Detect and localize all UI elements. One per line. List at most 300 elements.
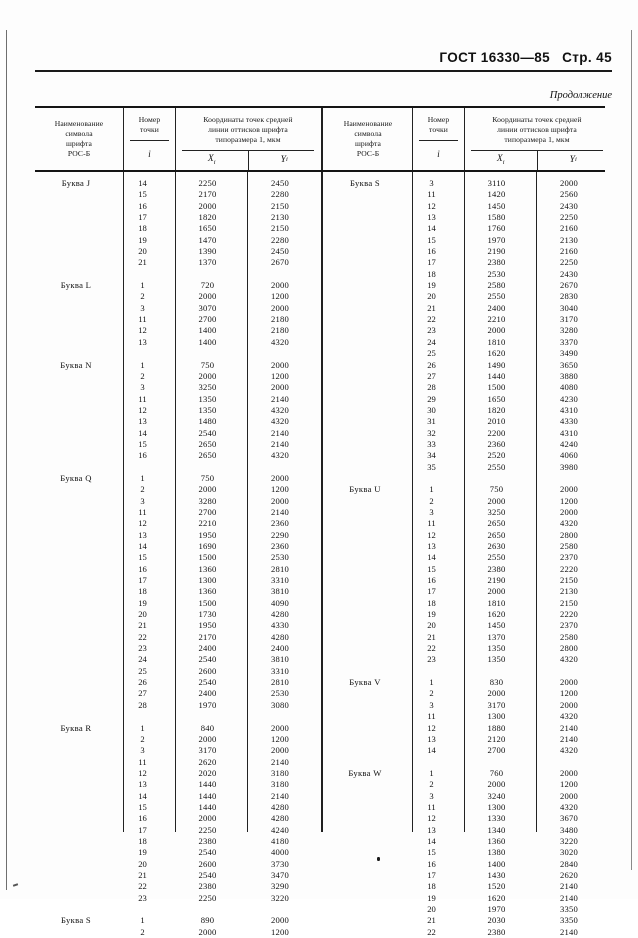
table-row: [248, 745, 320, 756]
x-coordinate-value: 1970: [198, 699, 217, 710]
table-row: [248, 473, 320, 484]
point-number-value: 17: [138, 212, 147, 223]
table-row: [413, 609, 464, 620]
table-row: [324, 779, 412, 790]
x-coordinate-value: 1300: [487, 711, 506, 722]
y-coordinate-value: 3980: [560, 461, 578, 472]
symbol-name-blank: [324, 598, 412, 609]
x-coordinate-value: 1380: [487, 847, 506, 858]
table-row: [413, 507, 464, 518]
table-header-row: [35, 108, 605, 170]
y-coordinate-value: 2580: [560, 541, 578, 551]
table-row: [413, 768, 464, 779]
y-coordinate-value: 4180: [271, 835, 289, 846]
table-row: [124, 575, 175, 586]
table-row: [35, 212, 123, 223]
header-coordinates-r2: линии оттисков шрифта: [497, 125, 577, 135]
table-row: [413, 802, 464, 813]
x-coordinate-value: 3280: [198, 495, 217, 506]
table-row: [248, 314, 320, 325]
x-coordinate-value: 1690: [198, 541, 217, 551]
symbol-name-blank: [35, 371, 123, 382]
x-coordinate-value: 1340: [487, 824, 506, 835]
table-row: [248, 212, 320, 223]
table-row: [176, 723, 247, 734]
table-row: [124, 405, 175, 416]
x-coordinate-value: 2550: [487, 291, 506, 302]
table-row: [248, 507, 320, 518]
table-row: [176, 235, 247, 246]
table-row: [324, 348, 412, 359]
symbol-name-blank: [324, 223, 412, 234]
table-row: [124, 360, 175, 371]
row-spacer: [124, 348, 175, 359]
table-row: [176, 688, 247, 699]
table-row: [465, 552, 536, 563]
y-coordinate-value: 2430: [560, 200, 578, 211]
table-row: [537, 825, 609, 836]
table-row: [324, 484, 412, 495]
table-row: [176, 394, 247, 405]
table-row: [465, 518, 536, 529]
x-coordinate-value: 1400: [487, 858, 506, 869]
point-number-value: 11: [138, 756, 147, 767]
table-row: [35, 836, 123, 847]
table-row: [324, 257, 412, 268]
point-number-value: 3: [429, 178, 434, 188]
table-row: [413, 416, 464, 427]
table-row: [124, 439, 175, 450]
x-coordinate-value: 1810: [487, 597, 506, 608]
y-coordinate-value: 3280: [560, 325, 578, 336]
table-row: [124, 723, 175, 734]
y-coordinate-value: 2150: [271, 200, 289, 211]
symbol-name-blank: [35, 518, 123, 529]
y-coordinate-value: 4320: [271, 404, 289, 415]
symbol-name-blank: [324, 405, 412, 416]
symbol-name-blank: [35, 496, 123, 507]
y-coordinate-value: 4320: [271, 450, 289, 461]
table-row: [35, 893, 123, 904]
table-row: [176, 609, 247, 620]
x-coordinate-value: 1820: [487, 404, 506, 415]
y-coordinate-value: 2530: [271, 688, 289, 699]
table-row: [465, 927, 536, 938]
table-row: [124, 280, 175, 291]
point-number-value: 2: [429, 688, 434, 699]
table-row: [537, 779, 609, 790]
table-row: [324, 303, 412, 314]
table-row: [248, 564, 320, 575]
table-row: [465, 643, 536, 654]
table-body-center-divider: [321, 172, 323, 832]
point-number-value: 19: [427, 892, 436, 903]
y-coordinate-value: 3350: [560, 915, 578, 926]
header-point-number-l2: точки: [140, 125, 159, 135]
symbol-name-blank: [324, 620, 412, 631]
table-row: [324, 813, 412, 824]
table-row: [176, 734, 247, 745]
row-spacer: [324, 666, 412, 677]
symbol-name-blank: [35, 382, 123, 393]
table-row: [248, 257, 320, 268]
table-center-divider: [321, 108, 323, 170]
y-coordinate-value: 3180: [271, 767, 289, 778]
y-coordinate-value: 3490: [560, 348, 578, 359]
x-coordinate-value: 1650: [487, 393, 506, 404]
table-row: [413, 428, 464, 439]
table-row: [176, 677, 247, 688]
symbol-name-blank: [324, 189, 412, 200]
symbol-name-blank: [324, 269, 412, 280]
y-coordinate-value: 2000: [560, 699, 578, 710]
symbol-name-blank: [324, 870, 412, 881]
column-y-left: [247, 172, 320, 937]
page-header: [0, 50, 612, 65]
symbol-name-blank: [35, 450, 123, 461]
symbol-name-blank: [324, 904, 412, 915]
x-coordinate-value: 1620: [487, 892, 506, 903]
y-coordinate-value: 2140: [560, 926, 578, 937]
header-sym-y-right: Y i: [537, 151, 610, 170]
table-row: [413, 552, 464, 563]
header-symbol-name-l4: РОС-Б: [67, 149, 91, 159]
symbol-name-blank: [35, 598, 123, 609]
table-row: [537, 620, 609, 631]
x-coordinate-value: 2550: [487, 552, 506, 563]
point-number-value: 23: [138, 643, 147, 654]
table-row: [176, 870, 247, 881]
symbol-name-blank: [324, 530, 412, 541]
symbol-name-blank: [35, 303, 123, 314]
y-coordinate-value: 4240: [271, 824, 289, 835]
y-coordinate-value: 2560: [560, 189, 578, 200]
x-coordinate-value: 1300: [198, 575, 217, 586]
table-row: [35, 666, 123, 677]
x-coordinate-value: 2170: [198, 189, 217, 200]
symbol-name-blank: [35, 643, 123, 654]
symbol-name-blank: [324, 462, 412, 473]
y-coordinate-value: 4080: [560, 382, 578, 393]
symbol-name-blank: [324, 564, 412, 575]
table-row: [324, 212, 412, 223]
header-sym-x-right: $X_i$: [496, 154, 505, 167]
point-number-value: 20: [427, 291, 436, 302]
symbol-name-blank: [35, 257, 123, 268]
table-row: [465, 802, 536, 813]
point-number-value: 13: [427, 541, 436, 551]
table-row: [413, 870, 464, 881]
y-coordinate-value: 4330: [271, 620, 289, 631]
table-row: [248, 586, 320, 597]
x-coordinate-value: 2170: [198, 631, 217, 642]
table-row: [248, 178, 320, 189]
x-coordinate-value: 2700: [487, 745, 506, 756]
table-row: [124, 734, 175, 745]
x-coordinate-value: 1440: [198, 779, 217, 790]
table-row: [248, 371, 320, 382]
row-spacer: [324, 473, 412, 484]
table-row: [324, 711, 412, 722]
x-coordinate-value: 3250: [487, 506, 506, 517]
x-coordinate-value: 2000: [487, 495, 506, 506]
table-row: [248, 530, 320, 541]
y-coordinate-value: 2670: [271, 257, 289, 268]
header-symbol-name-right: [324, 108, 412, 170]
table-row: [465, 405, 536, 416]
x-coordinate-value: 2000: [487, 325, 506, 336]
table-row: [176, 484, 247, 495]
x-coordinate-value: 2190: [487, 246, 506, 257]
symbol-name-blank: [35, 189, 123, 200]
point-number-value: 12: [138, 767, 147, 778]
table-row: [176, 643, 247, 654]
table-row: [413, 382, 464, 393]
table-row: [124, 450, 175, 461]
symbol-name-blank: [35, 201, 123, 212]
table-row: [176, 212, 247, 223]
table-row: [35, 518, 123, 529]
table-row: [465, 269, 536, 280]
table-row: [413, 700, 464, 711]
symbol-name-blank: [324, 791, 412, 802]
table-row: [537, 870, 609, 881]
table-row: [465, 348, 536, 359]
table-row: [176, 757, 247, 768]
symbol-name-blank: [324, 745, 412, 756]
point-number-value: 3: [140, 302, 145, 313]
table-row: [537, 711, 609, 722]
y-coordinate-value: 2830: [560, 291, 578, 302]
point-number-value: 22: [427, 926, 436, 937]
table-row: [537, 462, 609, 473]
table-row: [413, 791, 464, 802]
y-coordinate-value: 2800: [560, 529, 578, 540]
table-row: [324, 314, 412, 325]
point-number-value: 20: [138, 609, 147, 620]
table-row: [35, 371, 123, 382]
y-coordinate-value: 4330: [560, 416, 578, 427]
table-row: [413, 825, 464, 836]
point-number-value: 11: [138, 314, 147, 325]
table-row: [176, 428, 247, 439]
table-row: [124, 677, 175, 688]
table-row: [324, 575, 412, 586]
point-number-value: 20: [138, 858, 147, 869]
y-coordinate-value: 2000: [560, 767, 578, 778]
table-row: [413, 371, 464, 382]
table-row: [465, 382, 536, 393]
symbol-name-blank: [324, 291, 412, 302]
table-row: [465, 416, 536, 427]
point-number-value: 1: [429, 677, 434, 688]
table-row: [537, 201, 609, 212]
table-row: [124, 496, 175, 507]
table-row: [537, 178, 609, 189]
x-coordinate-value: 2000: [198, 200, 217, 211]
x-coordinate-value: 1440: [198, 801, 217, 812]
table-row: [413, 223, 464, 234]
table-row: [176, 189, 247, 200]
table-row: [324, 201, 412, 212]
x-coordinate-value: 2020: [198, 767, 217, 778]
table-row: [35, 881, 123, 892]
table-row: [537, 893, 609, 904]
table-row: [413, 575, 464, 586]
row-spacer: [176, 462, 247, 473]
symbol-name-blank: [324, 688, 412, 699]
table-row: [124, 620, 175, 631]
table-row: [176, 598, 247, 609]
point-number-value: 23: [427, 325, 436, 336]
table-row: [537, 847, 609, 858]
page-number: Стр. 45: [562, 50, 612, 65]
symbol-name-blank: [35, 620, 123, 631]
table-row: [465, 530, 536, 541]
table-row: [176, 881, 247, 892]
x-coordinate-value: 1370: [487, 631, 506, 642]
table-row: [324, 450, 412, 461]
table-row: [465, 575, 536, 586]
y-coordinate-value: 2370: [560, 552, 578, 563]
table-row: [176, 325, 247, 336]
scan-artifact-dot: [377, 857, 380, 861]
symbol-name-blank: [324, 439, 412, 450]
table-row: [465, 836, 536, 847]
point-number-value: 2: [140, 370, 145, 381]
y-coordinate-value: 2620: [560, 869, 578, 880]
table-row: [413, 496, 464, 507]
table-row: [124, 394, 175, 405]
table-row: [465, 825, 536, 836]
table-row: [537, 745, 609, 756]
table-row: [324, 371, 412, 382]
header-point-number-l1: Номер: [138, 115, 161, 124]
x-coordinate-value: 2600: [198, 665, 217, 676]
table-row: [324, 223, 412, 234]
y-coordinate-value: 4280: [271, 801, 289, 812]
y-coordinate-value: 2360: [271, 541, 289, 551]
table-row: [537, 360, 609, 371]
table-row: [176, 654, 247, 665]
table-row: [248, 813, 320, 824]
symbol-name-blank: [324, 257, 412, 268]
symbol-name-blank: [324, 337, 412, 348]
x-coordinate-value: 2380: [198, 835, 217, 846]
table-row: [248, 189, 320, 200]
point-number-value: 14: [138, 178, 147, 188]
table-row: [35, 700, 123, 711]
table-row: [124, 371, 175, 382]
x-coordinate-value: 3110: [487, 178, 506, 188]
x-coordinate-value: 1500: [487, 382, 506, 393]
point-number-value: 27: [138, 688, 147, 699]
table-row: [35, 325, 123, 336]
table-row: [124, 779, 175, 790]
table-row: [465, 779, 536, 790]
header-coordinates-r1: Координаты точек средней: [492, 115, 582, 124]
table-row: [35, 915, 123, 926]
symbol-name-label: Буква S: [350, 178, 380, 188]
y-coordinate-value: 3470: [271, 869, 289, 880]
table-row: [35, 745, 123, 756]
table-row: [176, 416, 247, 427]
table-row: [176, 371, 247, 382]
x-coordinate-value: 1810: [487, 336, 506, 347]
table-row: [537, 507, 609, 518]
point-number-value: 3: [429, 506, 434, 517]
table-row: [124, 643, 175, 654]
x-coordinate-value: 1880: [487, 722, 506, 733]
point-number-value: 30: [427, 404, 436, 415]
point-number-value: 3: [429, 699, 434, 710]
table-row: [413, 257, 464, 268]
symbol-name-label: Буква L: [60, 280, 92, 291]
table-row: [35, 473, 123, 484]
table-row: [248, 802, 320, 813]
x-coordinate-value: 1360: [198, 586, 217, 597]
table-row: [35, 779, 123, 790]
x-coordinate-value: 2650: [487, 529, 506, 540]
y-coordinate-value: 1200: [271, 926, 289, 937]
y-coordinate-value: 2250: [560, 212, 578, 223]
table-row: [176, 178, 247, 189]
table-row: [465, 291, 536, 302]
table-row: [124, 507, 175, 518]
table-row: [413, 654, 464, 665]
table-row: [324, 632, 412, 643]
table-row: [35, 189, 123, 200]
table-row: [35, 280, 123, 291]
point-number-value: 1: [140, 472, 145, 483]
table-row: [35, 677, 123, 688]
table-row: [465, 246, 536, 257]
point-number-value: 13: [138, 779, 147, 790]
symbol-name-blank: [35, 291, 123, 302]
table-row: [176, 291, 247, 302]
table-row: [124, 609, 175, 620]
y-coordinate-value: 3370: [560, 336, 578, 347]
table-row: [35, 235, 123, 246]
symbol-name-blank: [324, 575, 412, 586]
table-row: [176, 768, 247, 779]
table-row: [413, 246, 464, 257]
symbol-name-blank: [324, 711, 412, 722]
point-number-value: 2: [140, 926, 145, 937]
table-row: [537, 394, 609, 405]
table-row: [465, 881, 536, 892]
x-coordinate-value: 750: [200, 472, 215, 483]
table-row: [124, 598, 175, 609]
x-coordinate-value: 1820: [198, 212, 217, 223]
x-coordinate-value: 2000: [198, 926, 217, 937]
table-row: [324, 859, 412, 870]
table-row: [465, 586, 536, 597]
table-row: [413, 325, 464, 336]
x-coordinate-value: 2250: [198, 892, 217, 903]
table-row: [413, 280, 464, 291]
table-row: [324, 654, 412, 665]
symbol-name-blank: [324, 723, 412, 734]
table-row: [124, 530, 175, 541]
row-spacer: [537, 473, 609, 484]
table-row: [413, 881, 464, 892]
table-row: [537, 428, 609, 439]
table-row: [124, 688, 175, 699]
point-number-value: 11: [427, 711, 436, 722]
table-row: [465, 325, 536, 336]
table-row: [124, 552, 175, 563]
